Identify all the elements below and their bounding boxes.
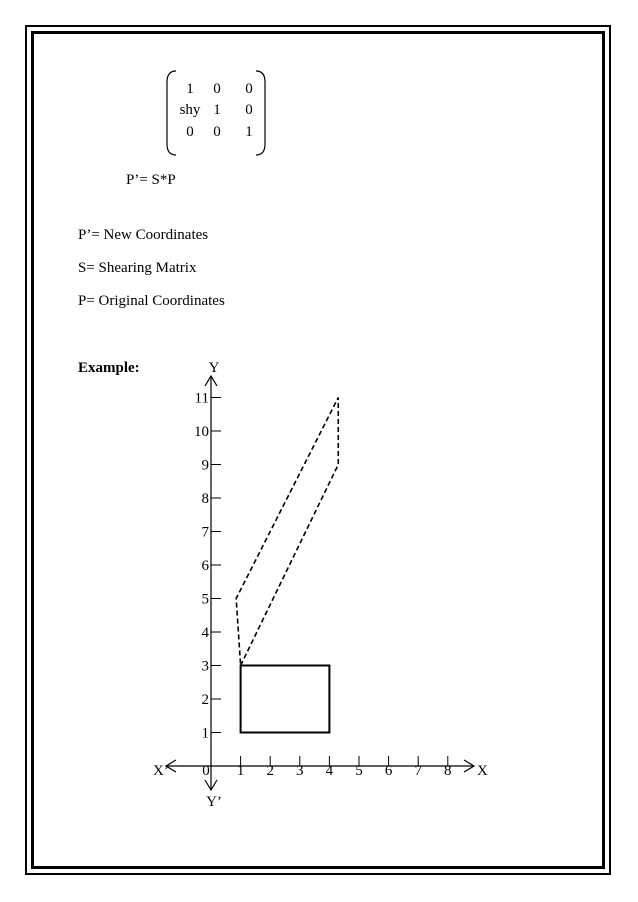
y-tick-label: 9: [201, 457, 209, 474]
sheared-parallelogram: [236, 398, 338, 666]
matrix-cell-r2c3: 0: [245, 102, 253, 118]
shapes: [236, 398, 338, 733]
y-tick-label: 2: [201, 692, 209, 708]
x-tick-label: 7: [414, 763, 422, 779]
x-tick-label: 2: [266, 763, 274, 779]
y-negative-axis-label: Y’: [206, 794, 222, 810]
x-tick-label: 8: [444, 763, 452, 779]
matrix-cell-r1c2: 0: [213, 81, 221, 97]
x-tick-label: 5: [355, 763, 363, 779]
matrix-cell-r2c1: shy: [179, 102, 201, 118]
y-tick-label: 7: [201, 524, 209, 541]
equation: P’= S*P: [126, 172, 176, 188]
axes: [166, 376, 474, 790]
matrix-cell-r2c2: 1: [213, 102, 221, 118]
matrix-cell-r3c3: 1: [245, 124, 253, 140]
y-tick-label: 4: [201, 625, 209, 641]
definition-new-coordinates: P’= New Coordinates: [78, 227, 209, 243]
y-tick-label: 3: [201, 658, 209, 675]
x-tick-label: 4: [325, 763, 334, 779]
x-tick-label: 3: [296, 763, 304, 779]
definition-shearing-matrix: S= Shearing Matrix: [78, 260, 197, 276]
tick-labels: [153, 360, 488, 810]
matrix-cell-r3c2: 0: [213, 124, 221, 140]
definition-original-coordinates: P= Original Coordinates: [78, 293, 225, 309]
y-tick-label: 11: [194, 390, 209, 407]
y-tick-label: 1: [201, 725, 209, 742]
y-tick-label: 10: [194, 424, 209, 440]
x-axis-label: X: [477, 763, 488, 779]
origin-label: 0: [202, 763, 210, 779]
y-tick-label: 5: [201, 591, 209, 608]
y-tick-label: 6: [201, 558, 209, 574]
matrix-cell-r1c3: 0: [245, 81, 253, 97]
matrix-cell-r1c1: 1: [186, 81, 194, 97]
y-tick-label: 8: [201, 491, 209, 507]
original-rectangle: [241, 666, 330, 733]
example-label: Example:: [78, 360, 140, 376]
x-tick-label: 1: [236, 763, 245, 779]
x-negative-axis-label: X’: [153, 763, 169, 779]
x-tick-label: 6: [384, 763, 393, 779]
y-axis-label: Y: [208, 360, 220, 376]
matrix-cell-r3c1: 0: [186, 124, 194, 140]
